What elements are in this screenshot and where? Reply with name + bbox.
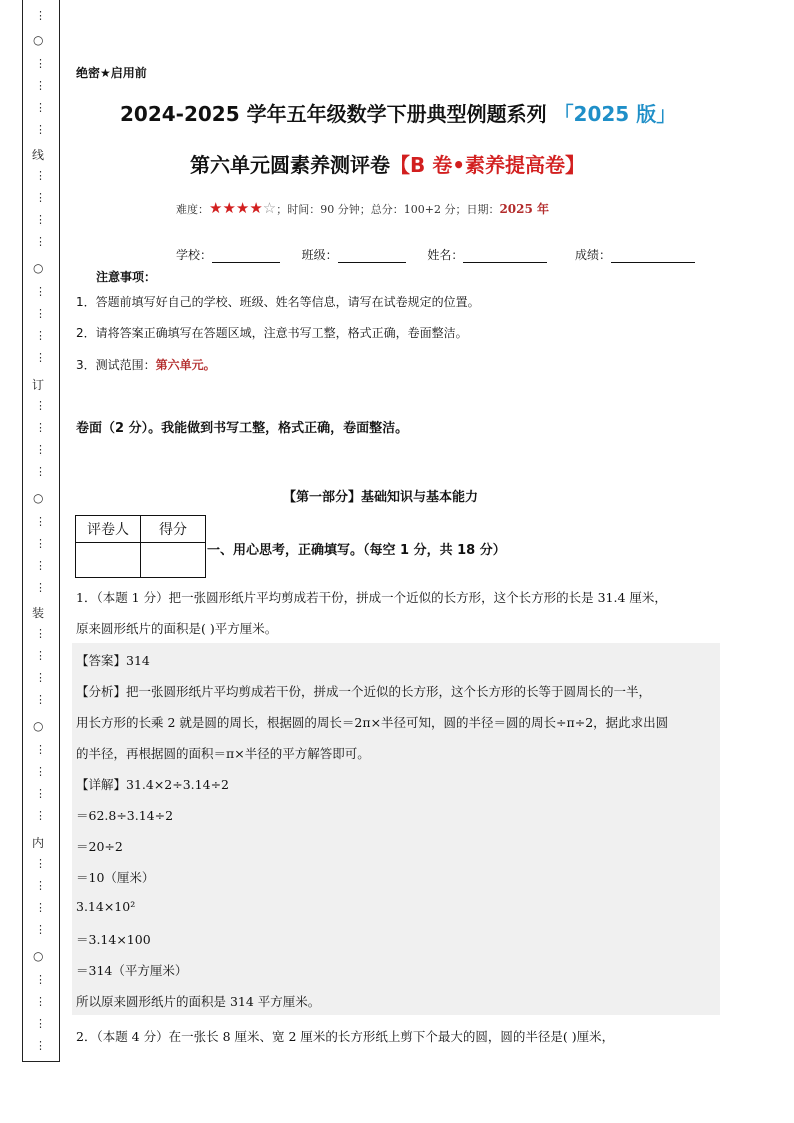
neatness-statement: 卷面（2 分）。我能做到书写工整，格式正确，卷面整洁。 — [76, 421, 409, 436]
circle-mark-icon: ○ — [33, 33, 44, 47]
empty-star-icon: ☆ — [262, 199, 277, 217]
score-header: 得分 — [141, 516, 206, 543]
dots: ⋮ — [35, 995, 46, 1008]
dots: ⋮ — [35, 57, 46, 70]
sidebar-char-zhuang: 装 — [32, 606, 45, 620]
step-line: ＝20÷2 — [76, 839, 123, 854]
step-line: 3.14×10² — [76, 899, 136, 914]
dots: ⋮ — [35, 627, 46, 640]
dots: ⋮ — [35, 559, 46, 572]
dots: ⋮ — [35, 879, 46, 892]
step-line: ＝62.8÷3.14÷2 — [76, 808, 174, 823]
exam-date: 2025 年 — [499, 202, 550, 216]
grader-score-table — [75, 515, 206, 578]
dots: ⋮ — [35, 191, 46, 204]
subtitle-main: 第六单元圆素养测评卷 — [190, 153, 390, 177]
score-field[interactable] — [611, 250, 695, 263]
name-field[interactable] — [463, 250, 547, 263]
question-2-line-1: 2．（本题 4 分）在一张长 8 厘米、宽 2 厘米的长方形纸上剪下个最大的圆，圆的半径是( )厘米， — [76, 1029, 615, 1044]
dots: ⋮ — [35, 857, 46, 870]
notice-title: 注意事项： — [96, 270, 157, 284]
dots: ⋮ — [35, 465, 46, 478]
answer: 【答案】314 — [76, 653, 150, 668]
dots: ⋮ — [35, 169, 46, 182]
circle-mark-icon: ○ — [33, 261, 44, 275]
dots: ⋮ — [35, 351, 46, 364]
detail-line: 【详解】31.4×2÷3.14÷2 — [76, 777, 229, 792]
grader-cell[interactable] — [76, 543, 141, 578]
notice-scope-prefix: 3．测试范围： — [76, 358, 156, 372]
time-score-text: ；时间：90 分钟；总分：100+2 分；日期： — [276, 203, 500, 216]
sidebar-char-xian: 线 — [32, 148, 45, 162]
dots: ⋮ — [35, 1017, 46, 1030]
name-label: 姓名： — [427, 248, 464, 262]
score-label: 成绩： — [575, 248, 612, 262]
dots: ⋮ — [35, 537, 46, 550]
question-1-line-2: 原来圆形纸片的面积是( )平方厘米。 — [76, 621, 278, 636]
exam-meta — [176, 199, 549, 217]
circle-mark-icon: ○ — [33, 949, 44, 963]
step-line: ＝314（平方厘米） — [76, 963, 188, 978]
page-title — [120, 98, 676, 127]
circle-mark-icon: ○ — [33, 491, 44, 505]
subtitle-tag: 【B 卷•素养提高卷】 — [390, 153, 585, 177]
difficulty-stars-icon: ★★★★ — [209, 199, 263, 217]
dots: ⋮ — [35, 101, 46, 114]
dots: ⋮ — [35, 923, 46, 936]
dots: ⋮ — [35, 693, 46, 706]
notice-item: 1．答题前填写好自己的学校、班级、姓名等信息，请写在试卷规定的位置。 — [76, 295, 480, 309]
section-title: 一、用心思考，正确填写。（每空 1 分，共 18 分） — [207, 543, 506, 558]
dots: ⋮ — [35, 329, 46, 342]
school-label: 学校： — [176, 248, 213, 262]
class-label: 班级： — [301, 248, 338, 262]
dots: ⋮ — [35, 443, 46, 456]
sidebar-char-nei: 内 — [32, 836, 45, 850]
grader-header: 评卷人 — [76, 516, 141, 543]
dots: ⋮ — [35, 79, 46, 92]
analysis-line: 用长方形的长乘 2 就是圆的周长，根据圆的周长＝2π×半径可知，圆的半径＝圆的周长÷π÷2，据此求出圆 — [76, 715, 669, 730]
analysis-line: 的半径，再根据圆的面积＝π×半径的平方解答即可。 — [76, 746, 370, 761]
class-field[interactable] — [338, 250, 406, 263]
sidebar-char-ding: 订 — [32, 378, 45, 392]
title-main: 2024-2025 学年五年级数学下册典型例题系列 — [120, 102, 547, 126]
dots: ⋮ — [35, 1039, 46, 1052]
dots: ⋮ — [35, 515, 46, 528]
dots: ⋮ — [35, 765, 46, 778]
dots: ⋮ — [35, 901, 46, 914]
part-title: 【第一部分】基础知识与基本能力 — [283, 490, 479, 505]
dots: ⋮ — [35, 421, 46, 434]
dots: ⋮ — [35, 743, 46, 756]
dots: ⋮ — [35, 213, 46, 226]
circle-mark-icon: ○ — [33, 719, 44, 733]
dots: ⋮ — [35, 235, 46, 248]
dots: ⋮ — [35, 285, 46, 298]
step-line: ＝10（厘米） — [76, 870, 155, 885]
answer-row-bg — [72, 643, 720, 674]
question-1-line-1: 1．（本题 1 分）把一张圆形纸片平均剪成若干份，拼成一个近似的长方形，这个长方形的长是 31.4 厘米， — [76, 590, 667, 605]
dots: ⋮ — [35, 581, 46, 594]
conclusion-line: 所以原来圆形纸片的面积是 314 平方厘米。 — [76, 994, 321, 1009]
notice-item: 2．请将答案正确填写在答题区域，注意书写工整，格式正确，卷面整洁。 — [76, 326, 468, 340]
notice-item — [76, 356, 216, 373]
dots: ⋮ — [35, 9, 46, 22]
score-cell[interactable] — [141, 543, 206, 578]
answer-row-bg — [72, 891, 720, 922]
dots: ⋮ — [35, 973, 46, 986]
answer-row-bg — [72, 829, 720, 860]
binding-margin — [22, 0, 60, 1062]
confidential-label: 绝密★启用前 — [76, 66, 147, 80]
dots: ⋮ — [35, 809, 46, 822]
step-line: ＝3.14×100 — [76, 932, 151, 947]
dots: ⋮ — [35, 671, 46, 684]
page-subtitle — [190, 149, 585, 178]
difficulty-label: 难度： — [176, 203, 209, 216]
answer-row-bg — [72, 922, 720, 953]
notice-scope-value: 第六单元。 — [155, 358, 216, 372]
analysis-line: 【分析】把一张圆形纸片平均剪成若干份，拼成一个近似的长方形，这个长方形的长等于圆周长的一半， — [76, 684, 652, 699]
dots: ⋮ — [35, 399, 46, 412]
dots: ⋮ — [35, 649, 46, 662]
dots: ⋮ — [35, 307, 46, 320]
school-field[interactable] — [212, 250, 280, 263]
dots: ⋮ — [35, 787, 46, 800]
dots: ⋮ — [35, 123, 46, 136]
title-edition: 「2025 版」 — [553, 102, 677, 126]
answer-row-bg — [72, 860, 720, 891]
student-info-row — [176, 246, 695, 263]
